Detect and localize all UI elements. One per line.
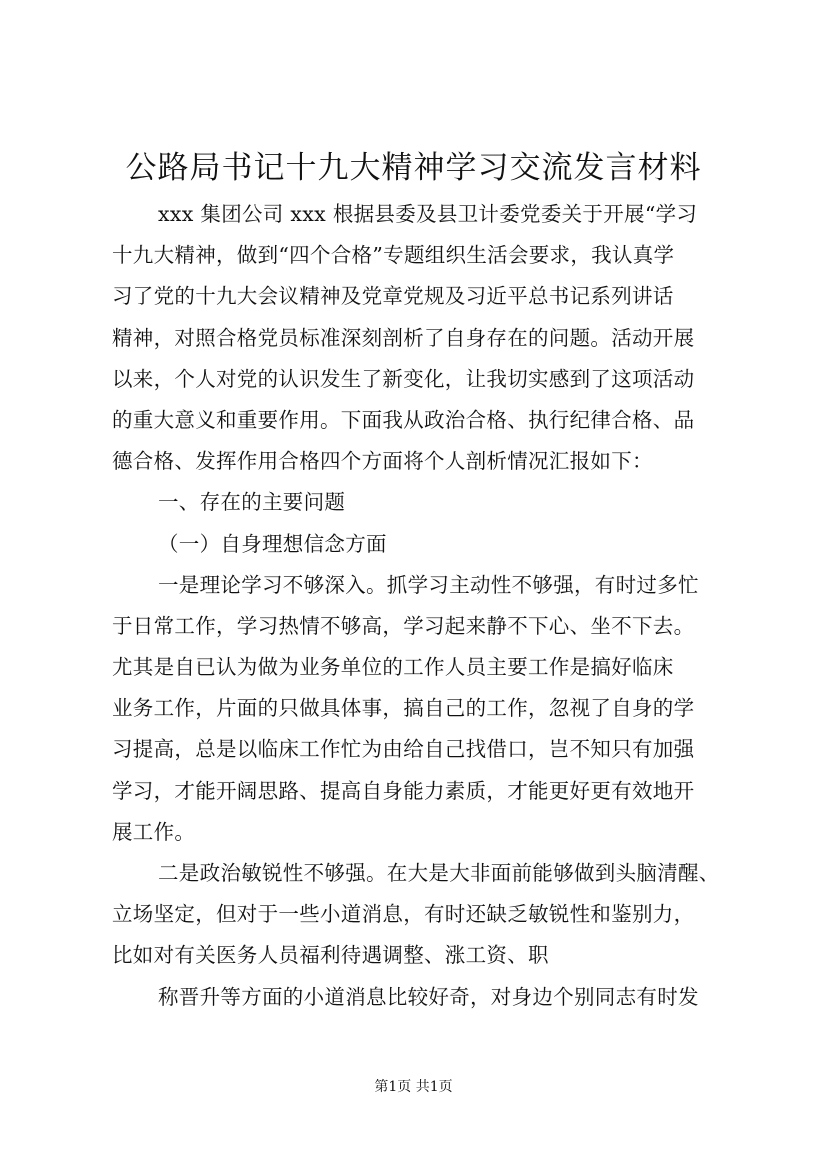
- paragraph-line: 学习，才能开阔思路、提高自身能力素质，才能更好更有效地开: [112, 778, 695, 803]
- paragraph-line: 展工作。: [112, 819, 196, 844]
- paragraph-line: 的重大意义和重要作用。下面我从政治合格、执行纪律合格、品: [112, 407, 695, 432]
- paragraph-line: 习了党的十九大会议精神及党章党规及习近平总书记系列讲话: [112, 284, 674, 309]
- paragraph-line: 精神，对照合格党员标准深刻剖析了自身存在的问题。活动开展: [112, 325, 695, 350]
- paragraph-line: 于日常工作，学习热情不够高，学习起来静不下心、坐不下去。: [112, 613, 695, 638]
- paragraph-line: 德合格、发挥作用合格四个方面将个人剖析情况汇报如下：: [112, 449, 653, 474]
- paragraph-line: 尤其是自已认为做为业务单位的工作人员主要工作是搞好临床: [112, 655, 674, 680]
- paragraph-line: 立场坚定，但对于一些小道消息，有时还缺乏敏锐性和鉴别力，: [112, 902, 695, 927]
- document-body: [112, 194, 752, 1018]
- paragraph-line: 习提高，总是以临床工作忙为由给自己找借口，岂不知只有加强: [112, 737, 695, 762]
- paragraph-line: 十九大精神，做到“四个合格”专题组织生活会要求，我认真学: [112, 243, 675, 268]
- paragraph-line: 二是政治敏锐性不够强。在大是大非面前能够做到头脑清醒、: [158, 861, 720, 885]
- page-footer: 第1页 共1页: [374, 1079, 453, 1095]
- section-heading: 一、存在的主要问题: [158, 490, 346, 515]
- paragraph-line: 以来，个人对党的认识发生了新变化，让我切实感到了这项活动: [112, 366, 695, 391]
- paragraph-line: 比如对有关医务人员福利待遇调整、涨工资、职: [112, 943, 549, 968]
- paragraph-line: xxx 集团公司 xxx 根据县委及县卫计委党委关于开展“学习: [158, 202, 698, 226]
- subsection-heading: （一）自身理想信念方面: [158, 531, 387, 556]
- paragraph-line: 业务工作，片面的只做具体事，搞自己的工作，忽视了自身的学: [112, 696, 695, 721]
- paragraph-line: 称晋升等方面的小道消息比较好奇，对身边个别同志有时发: [158, 984, 699, 1009]
- paragraph-line: 一是理论学习不够深入。抓学习主动性不够强，有时过多忙: [158, 572, 699, 597]
- document-title: 公路局书记十九大精神学习交流发言材料: [125, 150, 702, 186]
